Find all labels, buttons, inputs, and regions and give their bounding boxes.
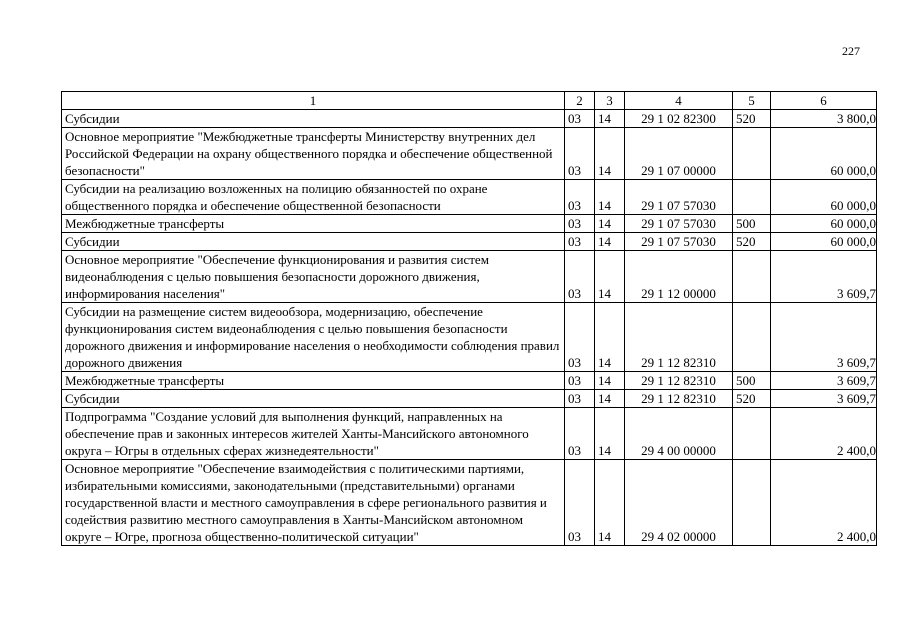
row-article: 29 1 07 57030: [625, 233, 733, 251]
row-name: Основное мероприятие "Межбюджетные трансферты Министерству внутренних дел Российской Федерации на охрану общественного порядка и обеспечение общественной безопасности": [62, 128, 565, 180]
row-section: 03: [565, 128, 595, 180]
row-name: Подпрограмма "Создание условий для выполнения функций, направленных на обеспечение прав и законных интересов жителей Ханты-Мансийского автономного округа – Югры в отдельных сферах жизнедеятельности": [62, 408, 565, 460]
row-name: Субсидии: [62, 390, 565, 408]
row-expense-type: 520: [733, 390, 771, 408]
row-article: 29 1 07 57030: [625, 180, 733, 215]
row-expense-type: [733, 408, 771, 460]
row-subsection: 14: [595, 110, 625, 128]
row-name: Субсидии: [62, 110, 565, 128]
row-section: 03: [565, 215, 595, 233]
row-name: Основное мероприятие "Обеспечение функционирования и развития систем видеонаблюдения с целью повышения безопасности дорожного движения, информирования населения": [62, 251, 565, 303]
row-subsection: 14: [595, 408, 625, 460]
row-amount: 60 000,0: [771, 215, 877, 233]
row-expense-type: [733, 303, 771, 372]
row-name: Субсидии: [62, 233, 565, 251]
row-article: 29 1 02 82300: [625, 110, 733, 128]
row-subsection: 14: [595, 303, 625, 372]
row-expense-type: 500: [733, 215, 771, 233]
row-amount: 3 609,7: [771, 303, 877, 372]
table-row: [62, 460, 877, 546]
row-section: 03: [565, 251, 595, 303]
row-article: 29 1 07 00000: [625, 128, 733, 180]
table-row: [62, 180, 877, 215]
row-name: Субсидии на реализацию возложенных на полицию обязанностей по охране общественного порядка и обеспечение общественной безопасности: [62, 180, 565, 215]
row-amount: 3 609,7: [771, 390, 877, 408]
row-article: 29 1 07 57030: [625, 215, 733, 233]
row-section: 03: [565, 372, 595, 390]
row-subsection: 14: [595, 180, 625, 215]
header-col-6: 6: [771, 92, 877, 110]
row-amount: 60 000,0: [771, 233, 877, 251]
table-row: [62, 372, 877, 390]
row-amount: 60 000,0: [771, 128, 877, 180]
row-expense-type: 520: [733, 110, 771, 128]
row-section: 03: [565, 180, 595, 215]
row-amount: 2 400,0: [771, 460, 877, 546]
row-subsection: 14: [595, 460, 625, 546]
header-col-5: 5: [733, 92, 771, 110]
row-subsection: 14: [595, 233, 625, 251]
header-col-4: 4: [625, 92, 733, 110]
header-col-1: 1: [62, 92, 565, 110]
row-section: 03: [565, 110, 595, 128]
row-article: 29 4 02 00000: [625, 460, 733, 546]
row-name: Субсидии на размещение систем видеообзора, модернизацию, обеспечение функционирования систем видеонаблюдения с целью повышения безопасности дорожного движения и информирование населения о необходимости соблюдения правил дорожного движения: [62, 303, 565, 372]
row-section: 03: [565, 408, 595, 460]
row-article: 29 1 12 00000: [625, 251, 733, 303]
row-expense-type: 520: [733, 233, 771, 251]
row-section: 03: [565, 303, 595, 372]
row-amount: 60 000,0: [771, 180, 877, 215]
table-row: [62, 408, 877, 460]
header-col-3: 3: [595, 92, 625, 110]
row-amount: 3 609,7: [771, 251, 877, 303]
row-name: Основное мероприятие "Обеспечение взаимодействия с политическими партиями, избирательными комиссиями, законодательными (представительными) органами государственной власти и местного самоуправления в сфере регионального развития и содействия развитию местного самоуправления в Ханты-Мансийском автономном округе – Югре, прогноза общественно-политической ситуации": [62, 460, 565, 546]
row-section: 03: [565, 390, 595, 408]
table-row: [62, 303, 877, 372]
row-expense-type: [733, 460, 771, 546]
row-expense-type: [733, 180, 771, 215]
row-expense-type: [733, 251, 771, 303]
row-subsection: 14: [595, 251, 625, 303]
row-section: 03: [565, 460, 595, 546]
header-col-2: 2: [565, 92, 595, 110]
row-amount: 3 609,7: [771, 372, 877, 390]
row-subsection: 14: [595, 128, 625, 180]
page-number: 227: [842, 44, 860, 58]
row-article: 29 1 12 82310: [625, 390, 733, 408]
table-row: [62, 251, 877, 303]
table-header-row: [62, 92, 877, 110]
table-row: [62, 215, 877, 233]
row-article: 29 1 12 82310: [625, 303, 733, 372]
row-expense-type: 500: [733, 372, 771, 390]
row-expense-type: [733, 128, 771, 180]
table-row: [62, 110, 877, 128]
table-row: [62, 128, 877, 180]
budget-table: [61, 91, 877, 546]
row-subsection: 14: [595, 372, 625, 390]
row-amount: 3 800,0: [771, 110, 877, 128]
table-row: [62, 233, 877, 251]
row-name: Межбюджетные трансферты: [62, 372, 565, 390]
row-amount: 2 400,0: [771, 408, 877, 460]
row-subsection: 14: [595, 390, 625, 408]
row-section: 03: [565, 233, 595, 251]
row-name: Межбюджетные трансферты: [62, 215, 565, 233]
table-row: [62, 390, 877, 408]
row-article: 29 1 12 82310: [625, 372, 733, 390]
row-article: 29 4 00 00000: [625, 408, 733, 460]
row-subsection: 14: [595, 215, 625, 233]
